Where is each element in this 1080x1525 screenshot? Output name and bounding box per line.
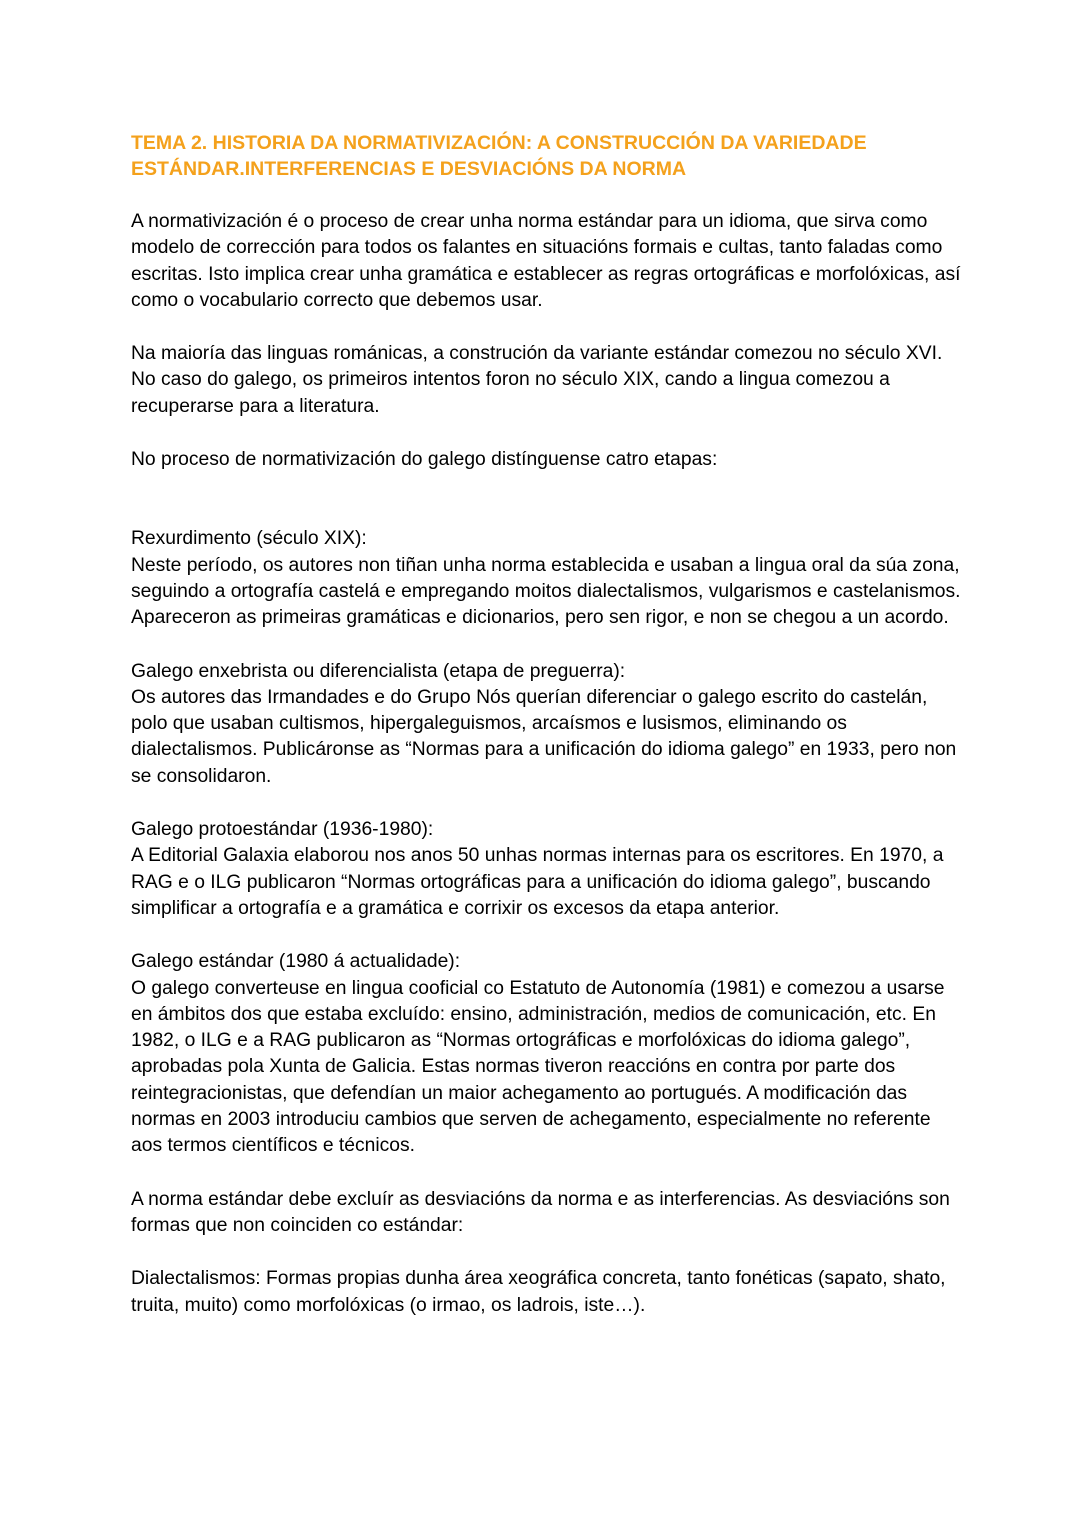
stage-enxebrista xyxy=(131,659,961,790)
intro-paragraph-2: Na maioría das linguas románicas, a construción da variante estándar comezou no século XVI. No caso do galego, os primeiros intentos foron no século XIX, cando a lingua comezou a recuperarse para a literatura. xyxy=(131,343,943,417)
intro-paragraph-3: No proceso de normativización do galego distínguense catro etapas: xyxy=(131,449,718,471)
stage-protoestandar xyxy=(131,817,961,922)
norm-paragraph: A norma estándar debe excluír as desviacións da norma e as interferencias. As desviacións son formas que non coinciden co estándar: xyxy=(131,1188,950,1236)
dialectalismos-paragraph: Dialectalismos: Formas propias dunha área xeográfica concreta, tanto fonéticas (sapato, shato, truita, muito) como morfolóxicas (o irmao, os ladrois, iste…). xyxy=(131,1268,946,1316)
stage-text: O galego converteuse en lingua cooficial co Estatuto de Autonomía (1981) e comezou a usarse en ámbitos dos que estaba excluído: ensino, administración, medios de comunicación, etc. En 1982, o ILG e a RAG publicaron as “Normas ortográficas e morfolóxicas do idioma galego”, aprobadas pola Xunta de Galicia. Estas normas tiveron reaccións en contra por parte dos reintegracionistas, que defendían un maior achegamento ao portugués. A modificación das normas en 2003 introduciu cambios que serven de achegamento, especialmente no referente aos termos científicos e técnicos. xyxy=(131,977,945,1157)
stage-text: Os autores das Irmandades e do Grupo Nós querían diferenciar o galego escrito do castelán, polo que usaban cultismos, hipergaleguismos, arcaísmos e lusismos, eliminando os dialectalismos. Publicáronse as “Normas para a unificación do idioma galego” en 1933, pero non se consolidaron. xyxy=(131,686,957,787)
stage-text: A Editorial Galaxia elaborou nos anos 50 unhas normas internas para os escritores. En 1970, a RAG e o ILG publicaron “Normas ortográficas para a unificación do idioma galego”, buscando simplificar a ortografía e a gramática e corrixir os excesos da etapa anterior. xyxy=(131,845,944,919)
document-page xyxy=(131,130,961,1319)
stage-heading: Galego enxebrista ou diferencialista (etapa de preguerra): xyxy=(131,660,626,682)
intro-paragraph-1: A normativización é o proceso de crear unha norma estándar para un idioma, que sirva como modelo de corrección para todos os falantes en situacións formais e cultas, tanto faladas como escritas. Isto implica crear unha gramática e establecer as regras ortográficas e morfolóxicas, así como o vocabulario correcto que debemos usar. xyxy=(131,211,961,311)
stage-text: Neste período, os autores non tiñan unha norma establecida e usaban a lingua oral da súa zona, seguindo a ortografía castelá e empregando moitos dialectalismos, vulgarismos e castelanismos. Apareceron as primeiras gramáticas e dicionarios, pero sen rigor, e non se chegou a un acordo. xyxy=(131,554,961,629)
stage-heading: Rexurdimento (século XIX): xyxy=(131,528,367,550)
stage-heading: Galego estándar (1980 á actualidade): xyxy=(131,951,461,973)
title-line-2: ESTÁNDAR.INTERFERENCIAS E DESVIACIÓNS DA NORMA xyxy=(131,158,687,180)
stage-estandar xyxy=(131,949,961,1159)
stage-heading: Galego protoestándar (1936-1980): xyxy=(131,819,434,841)
title-line-1: TEMA 2. HISTORIA DA NORMATIVIZACIÓN: A CONSTRUCCIÓN DA VARIEDADE xyxy=(131,132,867,154)
stage-rexurdimento xyxy=(131,526,961,631)
document-title xyxy=(131,130,961,182)
